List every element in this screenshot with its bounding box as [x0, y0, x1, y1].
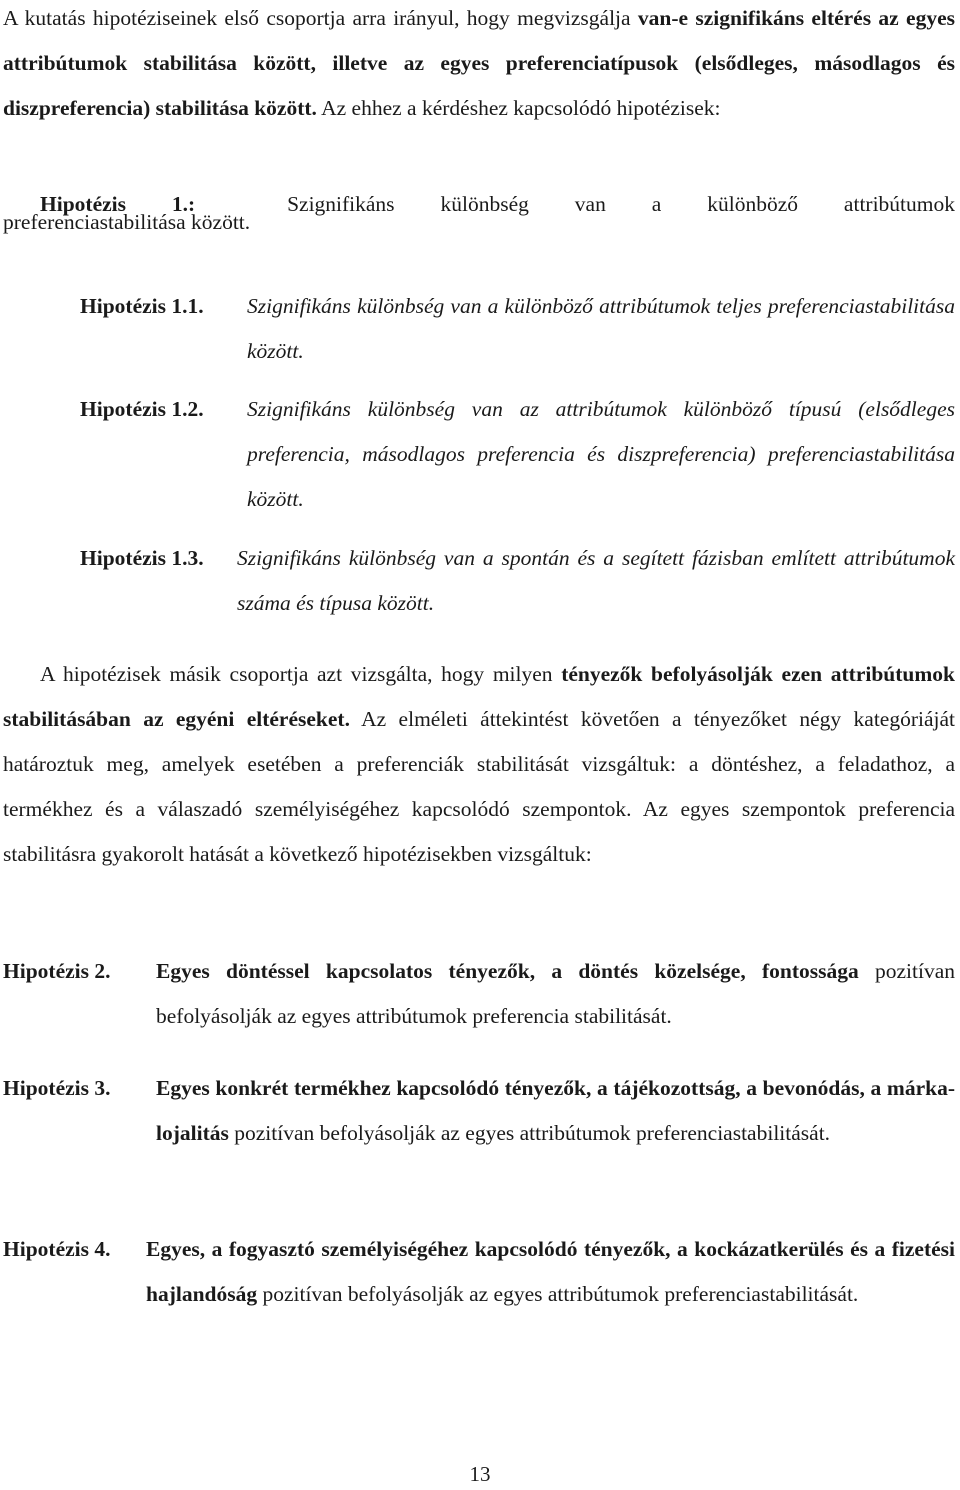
paragraph-2-text-a: A hipotézisek másik csoportja azt vizsgálta, hogy milyen — [40, 662, 562, 686]
intro-text-c: Az ehhez a kérdéshez kapcsolódó hipotézisek: — [316, 96, 721, 120]
paragraph-2-text-c: Az elméleti áttekintést követően a tényezőket négy kategóriáját határoztuk meg, amelyek esetében a preferenciák stabilitását vizsgáltuk: a döntéshez, a feladathoz, a termékhez és a válaszadó személyiségéhez kapcsolódó szempontok. Az egyes szempontok preferencia stabilitásra gyakorolt hatását a következő hipotézisekben vizsgáltuk: — [3, 707, 956, 866]
hypothesis-2-text: Egyes döntéssel kapcsolatos tényezők, a döntés közelsége, fontossága pozitívan befolyásolják az egyes attribútumok preferencia stabilitását. — [156, 959, 955, 1028]
hypothesis-2-label: Hipotézis 2. — [3, 959, 111, 983]
hypothesis-4-label: Hipotézis 4. — [3, 1237, 111, 1261]
hypothesis-3-text: Egyes konkrét termékhez kapcsolódó tényezők, a tájékozottság, a bevonódás, a márka-lojalitás pozitívan befolyásolják az egyes attribútumok preferenciastabilitását. — [156, 1076, 955, 1145]
hypothesis-1-line2 — [3, 207, 250, 237]
hypothesis-3-label: Hipotézis 3. — [3, 1076, 111, 1100]
paragraph-2-bold: tényezők befolyásolják ezen attribútumok stabilitásában az egyéni eltéréseket. — [3, 662, 955, 731]
hypothesis-4-text: Egyes, a fogyasztó személyiségéhez kapcsolódó tényezők, a kockázatkerülés és a fizetési hajlandóság pozitívan befolyásolják az egyes attribútumok preferenciastabilitását. — [146, 1237, 955, 1306]
hypothesis-1-3-text: Szignifikáns különbség van a spontán és a segített fázisban említett attribútumok száma és típusa között. — [237, 546, 955, 615]
intro-paragraph — [3, 0, 955, 131]
hypothesis-1-1-label: Hipotézis 1.1. — [80, 294, 204, 318]
hypothesis-1-2-label: Hipotézis 1.2. — [80, 397, 204, 421]
hypothesis-1-text-b: preferenciastabilitása között. — [3, 210, 251, 234]
paragraph-2 — [3, 652, 955, 877]
hypothesis-1-1-text: Szignifikáns különbség van a különböző attribútumok teljes preferenciastabilitása között. — [247, 294, 955, 363]
intro-text-bold: van-e szignifikáns eltérés az egyes attribútumok stabilitása között, illetve az egyes preferenciatípusok (elsődleges, másodlagos és diszpreferencia) stabilitása között. — [3, 6, 955, 120]
intro-text-a: A kutatás hipotéziseinek első csoportja arra irányul, hogy megvizsgálja — [3, 6, 638, 30]
page-number: 13 — [469, 1462, 491, 1486]
hypothesis-1-label: Hipotézis 1.: — [40, 192, 196, 216]
hypothesis-1-3-label: Hipotézis 1.3. — [80, 546, 204, 570]
hypothesis-1-text-a: Szignifikáns különbség van a különböző attribútumok — [287, 192, 955, 216]
hypothesis-1-2-text: Szignifikáns különbség van az attribútumok különböző típusú (elsődleges preferencia, másodlagos preferencia és diszpreferencia) preferenciastabilitása között. — [247, 397, 955, 511]
